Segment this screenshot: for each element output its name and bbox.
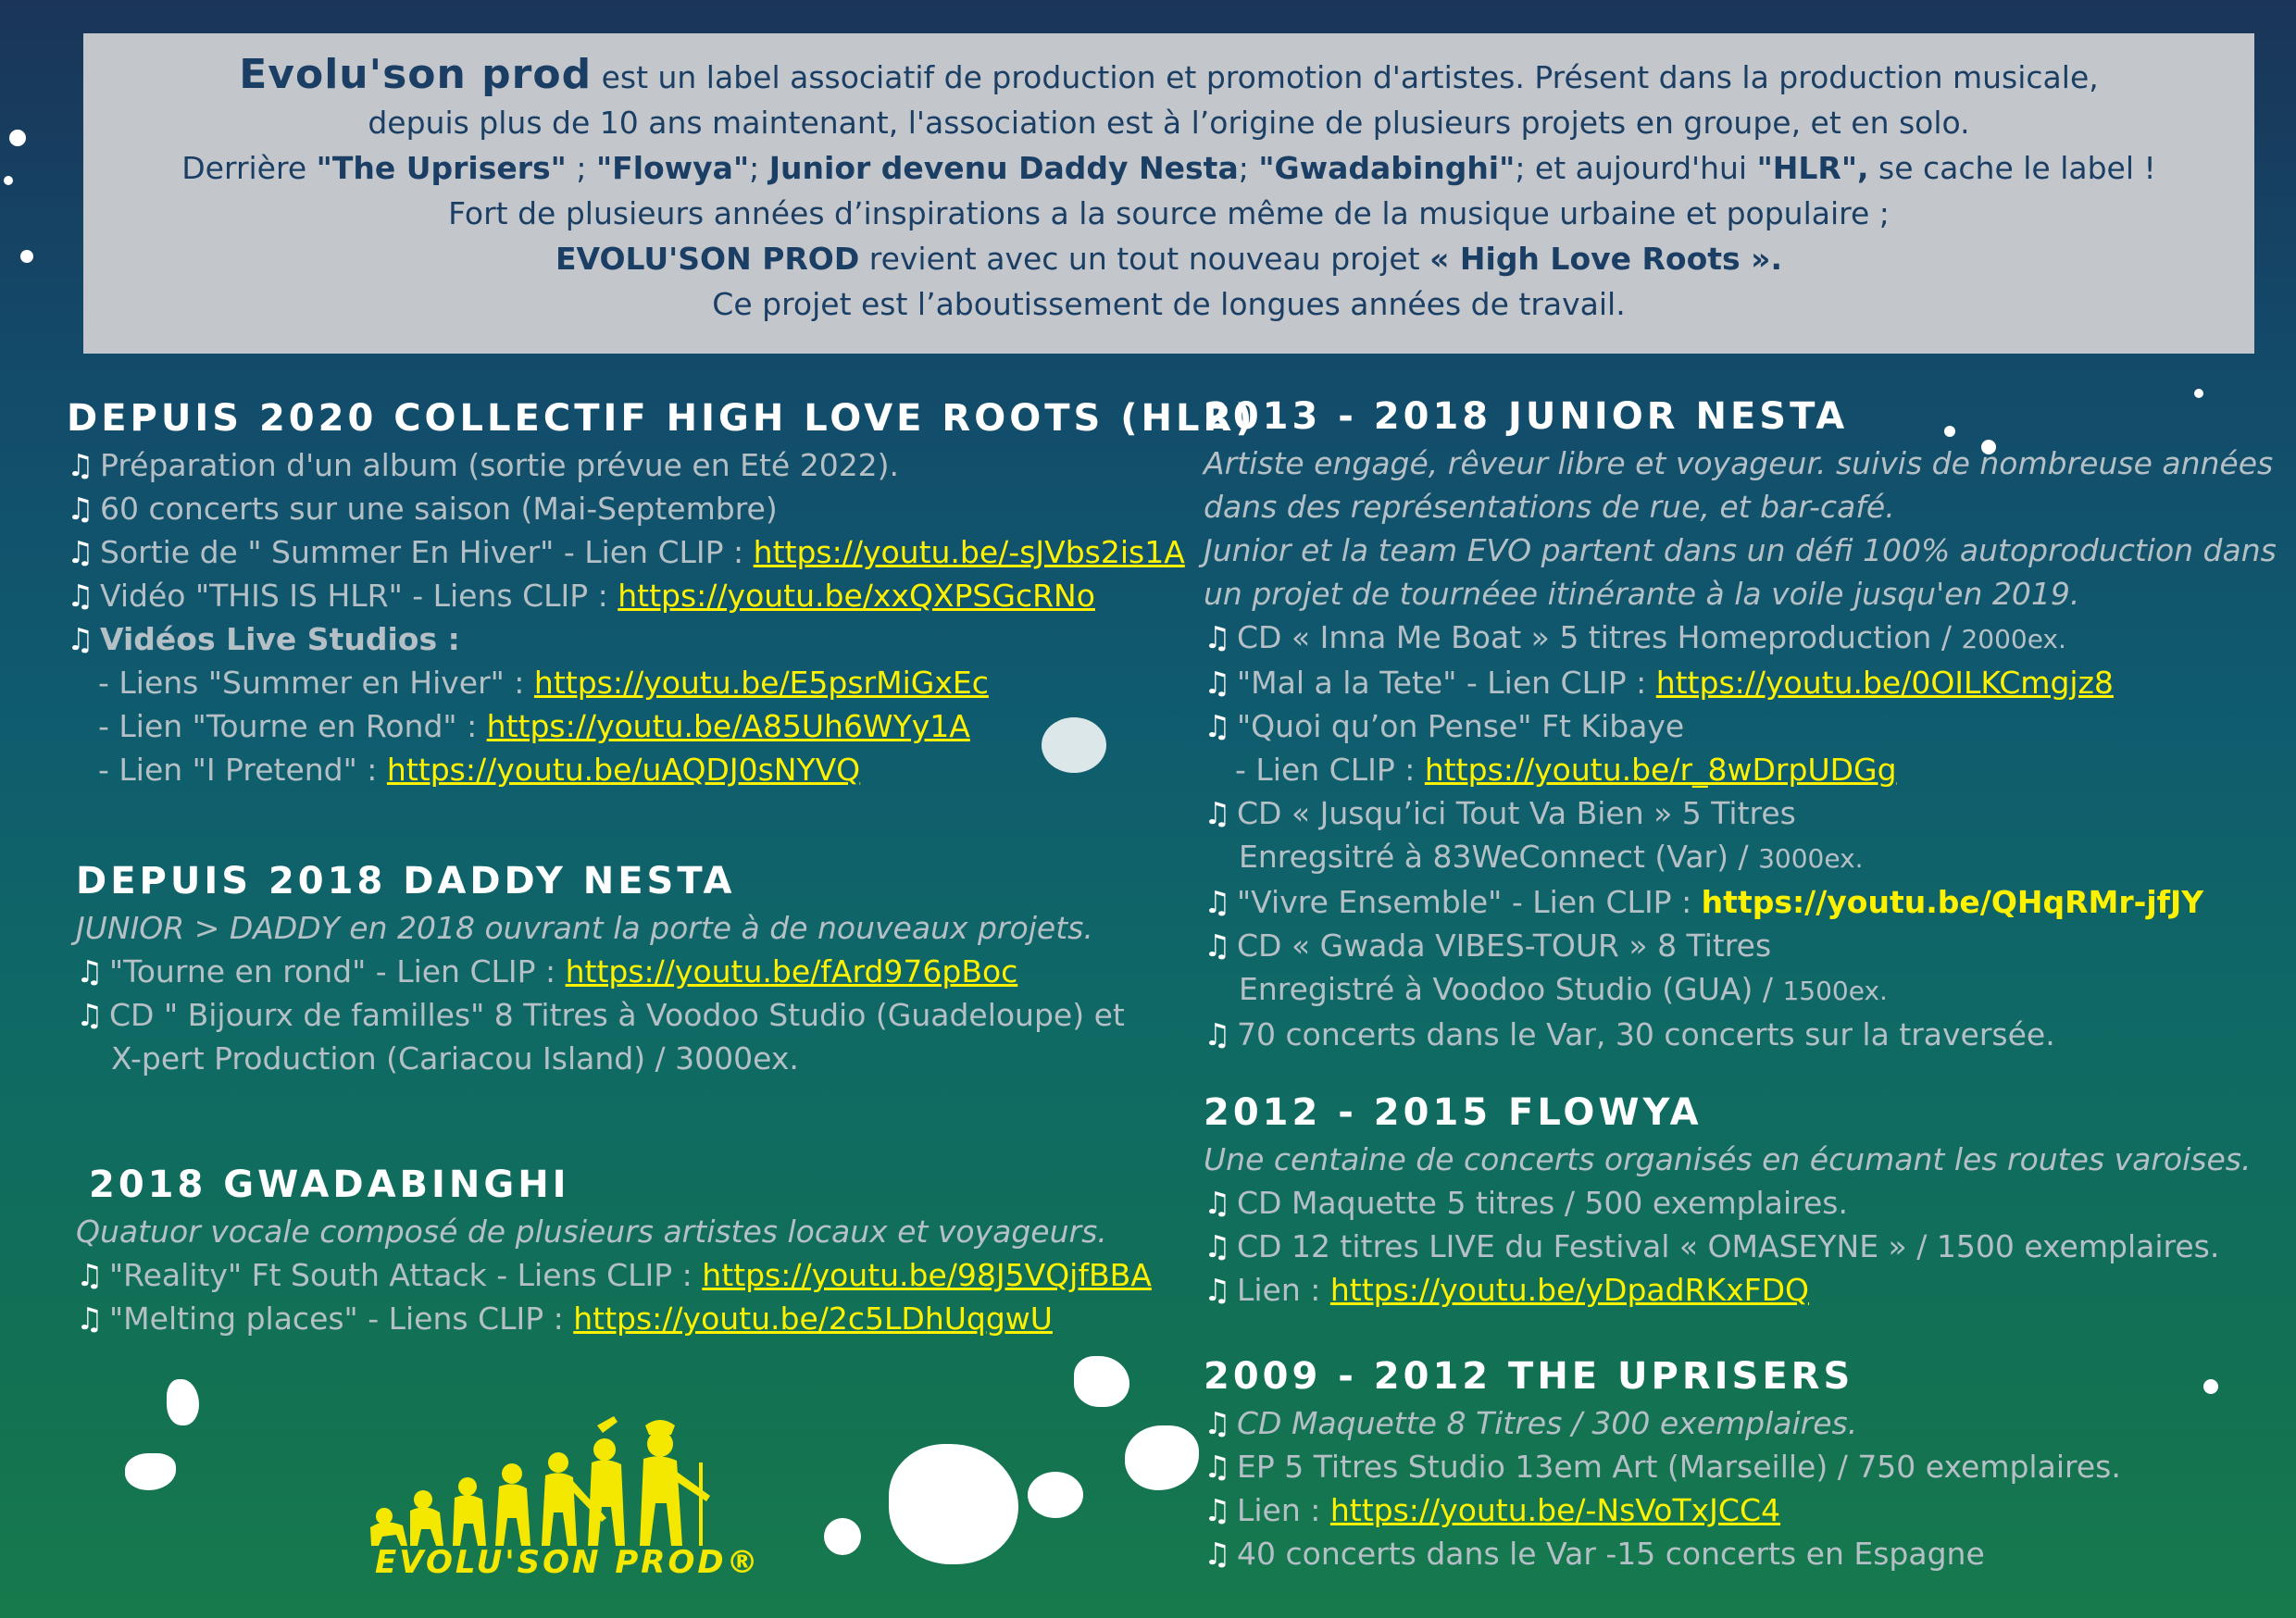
clip-link[interactable]: https://youtu.be/E5psrMiGxEc <box>533 665 989 701</box>
section-title: 2018 GWADABINGHI <box>89 1164 570 1206</box>
list-item: ♫ CD " Bijourx de familles" 8 Titres à Voodoo Studio (Guadeloupe) et <box>76 993 1125 1037</box>
list-item: ♫ "Reality" Ft South Attack - Liens CLIP : https://youtu.be/98J5VQjfBBA <box>76 1253 1152 1297</box>
section-description: JUNIOR > DADDY en 2018 ouvrant la porte à de nouveaux projets. <box>76 910 1093 946</box>
section-description: Une centaine de concerts organisés en écumant les routes varoises. <box>1204 1141 2252 1177</box>
list-item-continuation: Enregistré à Voodoo Studio (GUA) / 1500ex. <box>1239 971 1888 1007</box>
intro-bold: "Gwadabinghi" <box>1258 150 1516 186</box>
clip-link[interactable]: https://youtu.be/r_8wDrpUDGg <box>1424 752 1897 788</box>
list-item: ♫ Vidéo "THIS IS HLR" - Liens CLIP : https://youtu.be/xxQXPSGcRNo <box>67 574 1256 617</box>
music-note-icon: ♫ <box>1204 1449 1231 1485</box>
music-note-icon: ♫ <box>67 621 94 657</box>
section-daddy-nesta <box>76 856 1125 1080</box>
intro-bold: EVOLU'SON PROD <box>555 241 860 277</box>
music-note-icon: ♫ <box>76 997 104 1033</box>
section-junior-nesta <box>1204 392 2277 1056</box>
music-note-icon: ♫ <box>1204 665 1231 701</box>
intro-text: ; <box>749 150 769 186</box>
section-title: 2009 - 2012 THE UPRISERS <box>1204 1355 1854 1398</box>
music-note-icon: ♫ <box>1204 1016 1231 1052</box>
intro-text: Derrière <box>181 150 317 186</box>
intro-text: ; et aujourd'hui <box>1515 150 1757 186</box>
intro-text: revient avec un tout nouveau projet <box>859 241 1430 277</box>
list-item: ♫ 40 concerts dans le Var -15 concerts en Espagne <box>1204 1532 2121 1575</box>
clip-link[interactable]: https://youtu.be/0OILKCmgjz8 <box>1655 665 2114 701</box>
music-note-icon: ♫ <box>1204 1185 1231 1221</box>
paint-splatter <box>9 130 26 146</box>
list-item: ♫ Lien : https://youtu.be/-NsVoTxJCC4 <box>1204 1488 2121 1532</box>
intro-line-3 <box>93 145 2245 191</box>
paint-splatter <box>20 250 33 263</box>
list-item: ♫ CD Maquette 8 Titres / 300 exemplaires. <box>1204 1401 2121 1445</box>
section-gwadabinghi <box>76 1160 1152 1340</box>
paint-splatter <box>1074 1356 1129 1407</box>
music-note-icon: ♫ <box>1204 708 1231 744</box>
section-description: un projet de tournéee itinérante à la voile jusqu'en 2019. <box>1204 576 2080 612</box>
section-description: dans des représentations de rue, et bar-café. <box>1204 489 1895 525</box>
music-note-icon: ♫ <box>67 578 94 614</box>
clip-link[interactable]: https://youtu.be/98J5VQjfBBA <box>702 1257 1152 1293</box>
list-item: ♫ CD Maquette 5 titres / 500 exemplaires. <box>1204 1181 2251 1225</box>
music-note-icon: ♫ <box>76 1257 104 1293</box>
intro-bold: "The Uprisers" <box>316 150 567 186</box>
music-note-icon: ♫ <box>1204 927 1231 964</box>
sub-item: - Lien "Tourne en Rond" : https://youtu.be/A85Uh6WYy1A <box>98 708 970 744</box>
intro-bold: "HLR", <box>1756 150 1869 186</box>
clip-link[interactable]: https://youtu.be/A85Uh6WYy1A <box>486 708 970 744</box>
music-note-icon: ♫ <box>67 491 94 527</box>
list-item: ♫ "Vivre Ensemble" - Lien CLIP : https://youtu.be/QHqRMr-jfJY <box>1204 880 2277 924</box>
clip-link[interactable]: https://youtu.be/uAQDJ0sNYVQ <box>386 752 861 788</box>
list-item: ♫ EP 5 Titres Studio 13em Art (Marseille) / 750 exemplaires. <box>1204 1445 2121 1488</box>
music-note-icon: ♫ <box>1204 795 1231 831</box>
music-note-icon: ♫ <box>67 447 94 483</box>
clip-link[interactable]: https://youtu.be/yDpadRKxFDQ <box>1329 1272 1810 1308</box>
intro-line-4: Fort de plusieurs années d’inspirations a la source même de la musique urbaine et populaire ; <box>448 195 1890 231</box>
intro-bold: Junior devenu Daddy Nesta <box>768 150 1239 186</box>
paint-splatter <box>125 1453 176 1490</box>
intro-line-6: Ce projet est l’aboutissement de longues années de travail. <box>712 286 1626 322</box>
clip-link[interactable]: https://youtu.be/xxQXPSGcRNo <box>618 578 1095 614</box>
brand-name: Evolu'son prod <box>239 51 593 98</box>
music-note-icon: ♫ <box>76 953 104 989</box>
intro-line-1 <box>93 52 2245 100</box>
list-item: ♫ Préparation d'un album (sortie prévue en Eté 2022). <box>67 443 1256 487</box>
music-note-icon: ♫ <box>67 534 94 570</box>
paint-splatter <box>167 1379 199 1425</box>
list-item: ♫ CD 12 titres LIVE du Festival « OMASEYNE » / 1500 exemplaires. <box>1204 1225 2251 1268</box>
paint-splatter <box>4 176 13 185</box>
paint-splatter <box>889 1444 1018 1564</box>
intro-text: ; <box>1238 150 1259 186</box>
intro-box <box>83 33 2254 354</box>
list-item: ♫ "Mal a la Tete" - Lien CLIP : https://youtu.be/0OILKCmgjz8 <box>1204 661 2277 704</box>
clip-link[interactable]: https://youtu.be/-NsVoTxJCC4 <box>1329 1492 1780 1528</box>
paint-splatter <box>2203 1379 2218 1394</box>
clip-link[interactable]: https://youtu.be/2c5LDhUqgwU <box>573 1301 1053 1337</box>
sub-item: - Lien "I Pretend" : https://youtu.be/uAQDJ0sNYVQ <box>98 752 861 788</box>
intro-bold: « High Love Roots ». <box>1429 241 1783 277</box>
music-note-icon: ♫ <box>1204 1272 1231 1308</box>
intro-bold: "Flowya" <box>595 150 750 186</box>
list-item-continuation: Enregsitré à 83WeConnect (Var) / 3000ex. <box>1239 839 1864 875</box>
music-note-icon: ♫ <box>1204 1405 1231 1441</box>
intro-text: est un label associatif de production et promotion d'artistes. Présent dans la production musicale, <box>592 59 2099 95</box>
list-item: ♫ Vidéos Live Studios : <box>67 617 1256 661</box>
paint-splatter <box>1028 1472 1083 1518</box>
paint-splatter <box>1125 1425 1199 1490</box>
list-item: ♫ "Melting places" - Liens CLIP : https://youtu.be/2c5LDhUqgwU <box>76 1297 1152 1340</box>
section-flowya <box>1204 1088 2251 1312</box>
list-item: ♫ Lien : https://youtu.be/yDpadRKxFDQ <box>1204 1268 2251 1312</box>
intro-text: se cache le label ! <box>1868 150 2156 186</box>
sub-item: - Lien CLIP : https://youtu.be/r_8wDrpUDGg <box>1235 752 1897 788</box>
sub-item: - Liens "Summer en Hiver" : https://youtu.be/E5psrMiGxEc <box>98 665 989 701</box>
list-item: ♫ "Quoi qu’on Pense" Ft Kibaye <box>1204 704 2277 748</box>
list-item: ♫ CD « Inna Me Boat » 5 titres Homeproduction / 2000ex. <box>1204 616 2277 661</box>
section-title: 2013 - 2018 JUNIOR NESTA <box>1204 395 1849 438</box>
intro-line-5 <box>93 236 2245 281</box>
intro-text: ; <box>566 150 596 186</box>
list-item: ♫ "Tourne en rond" - Lien CLIP : https://youtu.be/fArd976pBoc <box>76 950 1125 993</box>
section-title: DEPUIS 2020 COLLECTIF HIGH LOVE ROOTS (HLR) <box>67 397 1256 440</box>
list-item: ♫ Sortie de " Summer En Hiver" - Lien CLIP : https://youtu.be/-sJVbs2is1A <box>67 530 1256 574</box>
section-hlr <box>67 393 1256 791</box>
section-title: DEPUIS 2018 DADDY NESTA <box>76 860 736 902</box>
list-item: ♫ CD « Gwada VIBES-TOUR » 8 Titres <box>1204 924 2277 967</box>
music-note-icon: ♫ <box>1204 884 1231 920</box>
section-description: Junior et la team EVO partent dans un défi 100% autoproduction dans <box>1204 532 2277 568</box>
list-item: ♫ 70 concerts dans le Var, 30 concerts sur la traversée. <box>1204 1013 2277 1056</box>
section-title: 2012 - 2015 FLOWYA <box>1204 1091 1703 1134</box>
intro-line-2: depuis plus de 10 ans maintenant, l'association est à l’origine de plusieurs projets en groupe, et en solo. <box>368 105 1970 141</box>
music-note-icon: ♫ <box>1204 1228 1231 1264</box>
paint-splatter <box>824 1518 861 1555</box>
logo-wordmark: EVOLU'SON PROD® <box>375 1544 761 1581</box>
section-description: Artiste engagé, rêveur libre et voyageur. suivis de nombreuse années <box>1204 445 2274 481</box>
music-note-icon: ♫ <box>76 1301 104 1337</box>
music-note-icon: ♫ <box>1204 1536 1231 1572</box>
section-description: Quatuor vocale composé de plusieurs artistes locaux et voyageurs. <box>76 1214 1107 1250</box>
clip-link[interactable]: https://youtu.be/fArd976pBoc <box>565 953 1018 989</box>
list-item: ♫ 60 concerts sur une saison (Mai-Septembre) <box>67 487 1256 530</box>
music-note-icon: ♫ <box>1204 619 1231 655</box>
music-note-icon: ♫ <box>1204 1492 1231 1528</box>
list-item-continuation: X-pert Production (Cariacou Island) / 3000ex. <box>111 1040 799 1077</box>
list-item: ♫ CD « Jusqu’ici Tout Va Bien » 5 Titres <box>1204 791 2277 835</box>
section-uprisers <box>1204 1351 2121 1575</box>
clip-link[interactable]: https://youtu.be/QHqRMr-jfJY <box>1701 884 2204 920</box>
clip-link[interactable]: https://youtu.be/-sJVbs2is1A <box>753 534 1185 570</box>
